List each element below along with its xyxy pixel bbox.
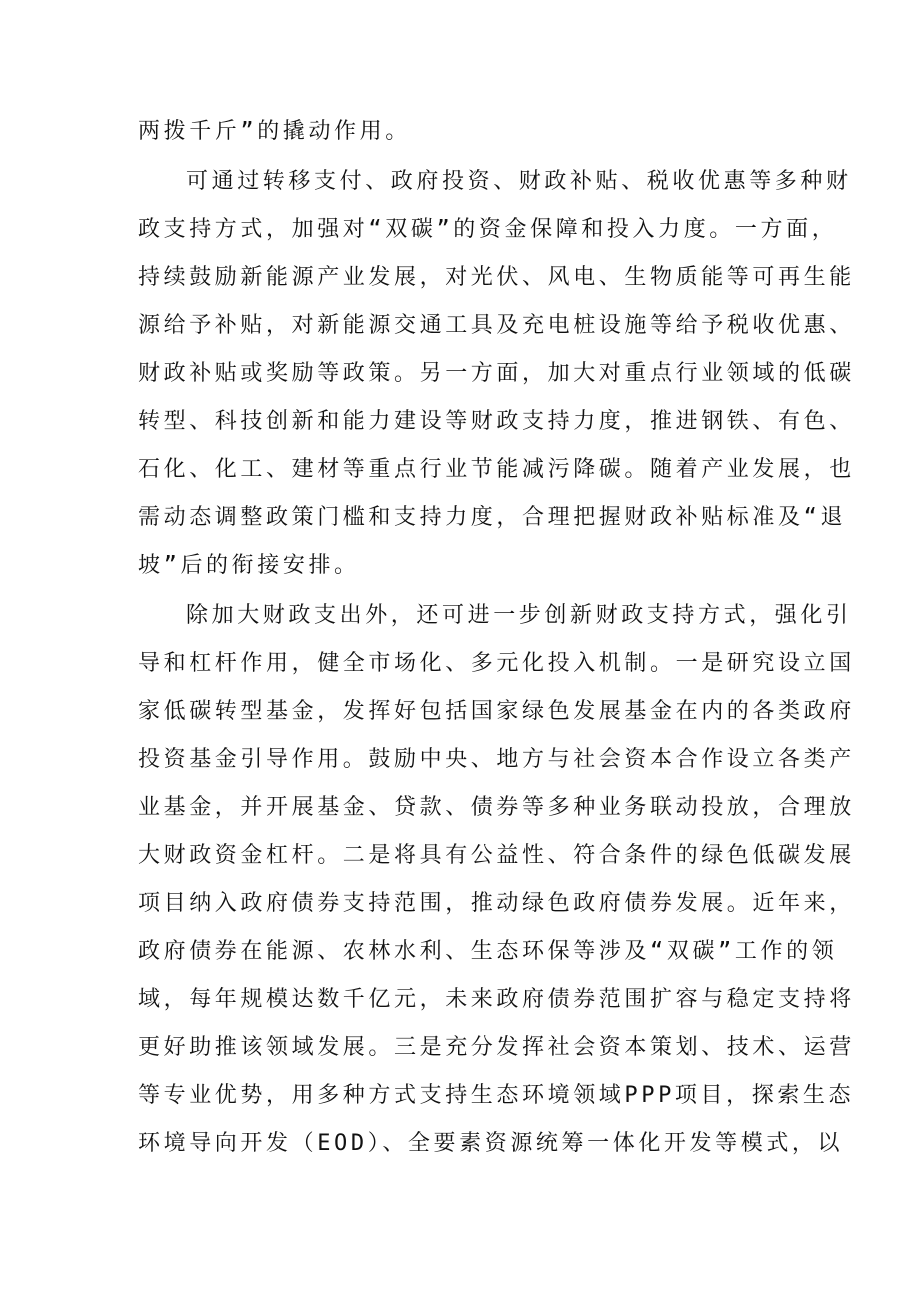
text-line: 坡”后的衔接安排。 (138, 553, 360, 578)
text-line: 转型、科技创新和能力建设等财政支持力度，推进钢铁、有色、 (138, 409, 855, 434)
text-line: 两拨千斤”的撬动作用。 (138, 119, 411, 144)
text-line: 财政补贴或奖励等政策。另一方面，加大对重点行业领域的低碳 (138, 361, 855, 386)
text-line: 家低碳转型基金，发挥好包括国家绿色发展基金在内的各类政府 (138, 699, 855, 724)
text-line: 政支持方式，加强对“双碳”的资金保障和投入力度。一方面， (138, 217, 838, 242)
text-line: 导和杠杆作用，健全市场化、多元化投入机制。一是研究设立国 (138, 651, 855, 676)
text-line: 环境导向开发（EOD）、全要素资源统筹一体化开发等模式，以 (138, 1131, 844, 1156)
text-line: 政府债券在能源、农林水利、生态环保等涉及“双碳”工作的领 (138, 939, 838, 964)
paragraph-start-line: 可通过转移支付、政府投资、财政补贴、税收优惠等多种财 (186, 169, 852, 194)
text-line: 源给予补贴，对新能源交通工具及充电桩设施等给予税收优惠、 (138, 313, 855, 338)
text-line: 等专业优势，用多种方式支持生态环境领域PPP项目，探索生态 (138, 1083, 855, 1108)
text-line: 项目纳入政府债券支持范围，推动绿色政府债券发展。近年来， (138, 891, 855, 916)
text-line: 投资基金引导作用。鼓励中央、地方与社会资本合作设立各类产 (138, 747, 855, 772)
text-line: 需动态调整政策门槛和支持力度，合理把握财政补贴标准及“退 (138, 505, 847, 530)
text-line: 域，每年规模达数千亿元，未来政府债券范围扩容与稳定支持将 (138, 987, 855, 1012)
text-line: 石化、化工、建材等重点行业节能减污降碳。随着产业发展，也 (138, 457, 855, 482)
paragraph-start-line: 除加大财政支出外，还可进一步创新财政支持方式，强化引 (186, 603, 852, 628)
text-line: 持续鼓励新能源产业发展，对光伏、风电、生物质能等可再生能 (138, 265, 855, 290)
text-line: 更好助推该领域发展。三是充分发挥社会资本策划、技术、运营 (138, 1035, 855, 1060)
text-line: 业基金，并开展基金、贷款、债券等多种业务联动投放，合理放 (138, 795, 855, 820)
text-line: 大财政资金杠杆。二是将具有公益性、符合条件的绿色低碳发展 (138, 843, 855, 868)
